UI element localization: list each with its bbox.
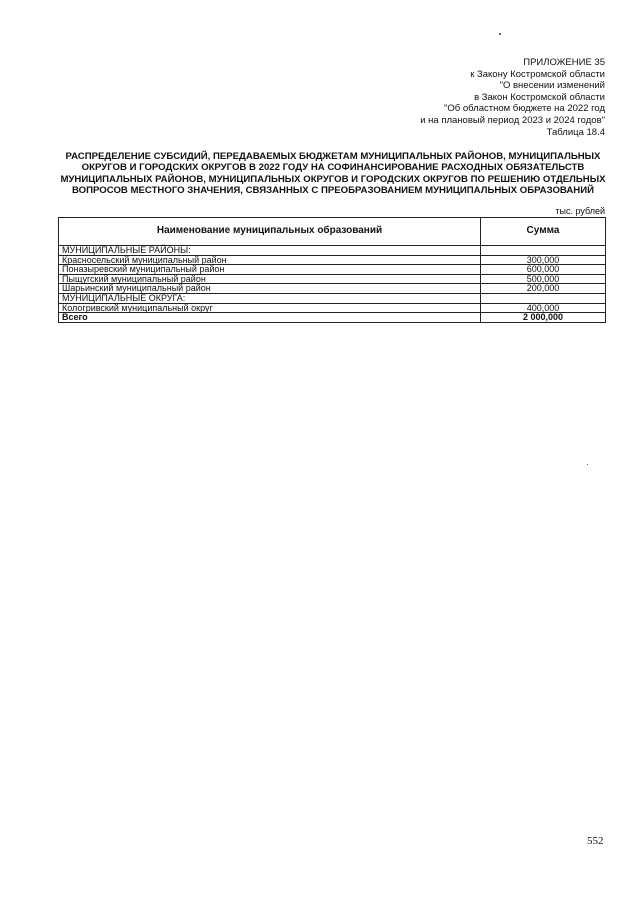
- table-row-group: [59, 293, 606, 303]
- scan-speck: [499, 33, 501, 35]
- column-header-sum: Сумма: [481, 218, 606, 246]
- table-row: [59, 265, 606, 275]
- total-sum: 2 000,000: [481, 313, 606, 323]
- row-sum: [481, 293, 606, 303]
- row-sum: 200,000: [481, 284, 606, 294]
- group-label: МУНИЦИПАЛЬНЫЕ РАЙОНЫ:: [59, 246, 481, 256]
- appendix-line: ПРИЛОЖЕНИЕ 35: [523, 57, 605, 68]
- appendix-header: [305, 57, 605, 138]
- table-total-row: [59, 313, 606, 323]
- row-sum: 300,000: [481, 255, 606, 265]
- row-name: Поназыревский муниципальный район: [59, 265, 481, 275]
- subsidy-table: [58, 217, 606, 323]
- appendix-line: "О внесении изменений: [499, 80, 605, 92]
- row-name: Пыщугский муниципальный район: [59, 274, 481, 284]
- document-title: РАСПРЕДЕЛЕНИЕ СУБСИДИЙ, ПЕРЕДАВАЕМЫХ БЮДЖЕТАМ МУНИЦИПАЛЬНЫХ РАЙОНОВ, МУНИЦИПАЛЬНЫХ ОКРУГОВ И ГОРОДСКИХ ОКРУГОВ В 2022 ГОДУ НА СОФИНАНСИРОВАНИЕ РАСХОДНЫХ ОБЯЗАТЕЛЬСТВ МУНИЦИПАЛЬНЫХ РАЙОНОВ, МУНИЦИПАЛЬНЫХ ОКРУГОВ И ГОРОДСКИХ ОКРУГОВ ПО РЕШЕНИЮ ОТДЕЛЬНЫХ ВОПРОСОВ МЕСТНОГО ЗНАЧЕНИЯ, СВЯЗАННЫХ С ПРЕОБРАЗОВАНИЕМ МУНИЦИПАЛЬНЫХ ОБРАЗОВАНИЙ: [60, 151, 606, 197]
- column-header-name: Наименование муниципальных образований: [59, 218, 481, 246]
- units-label: тыс. рублей: [555, 206, 605, 216]
- page-number: 552: [587, 835, 604, 847]
- row-sum: 600,000: [481, 265, 606, 275]
- appendix-line: и на плановый период 2023 и 2024 годов": [420, 114, 605, 126]
- row-sum: 500,000: [481, 274, 606, 284]
- group-label: МУНИЦИПАЛЬНЫЕ ОКРУГА:: [59, 293, 481, 303]
- row-sum: 400,000: [481, 303, 606, 313]
- row-name: Шарьинский муниципальный район: [59, 284, 481, 294]
- total-label: Всего: [59, 313, 481, 323]
- row-name: Кологривский муниципальный округ: [59, 303, 481, 313]
- appendix-line: в Закон Костромской области: [474, 91, 605, 103]
- row-sum: [481, 246, 606, 256]
- table-row-group: [59, 246, 606, 256]
- table-header-row: [59, 218, 606, 246]
- scan-speck: [587, 464, 588, 465]
- appendix-line: к Закону Костромской области: [470, 68, 605, 80]
- appendix-line: "Об областном бюджете на 2022 год: [444, 103, 605, 115]
- row-name: Красносельский муниципальный район: [59, 255, 481, 265]
- table-number: Таблица 18.4: [546, 126, 605, 138]
